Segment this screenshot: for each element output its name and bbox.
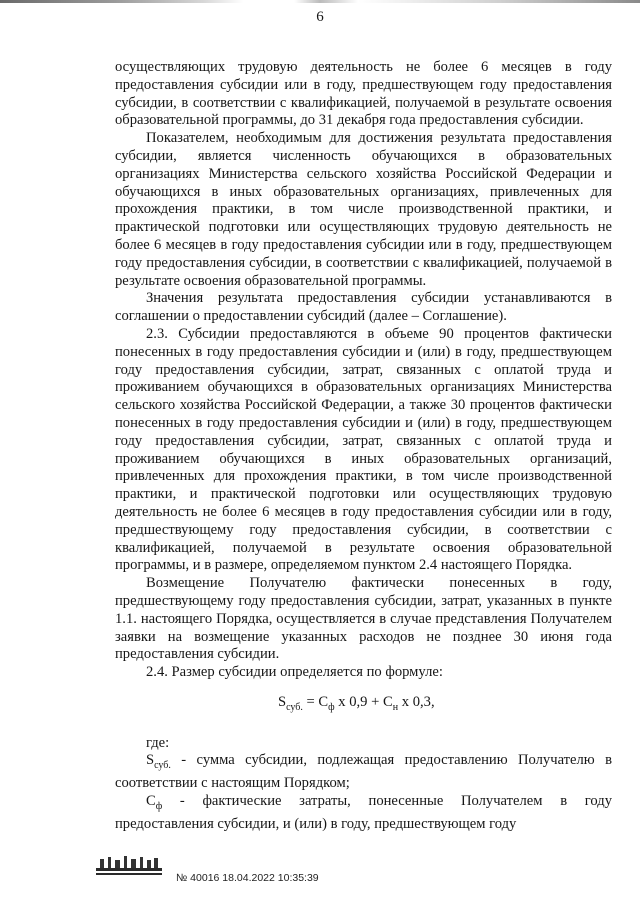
definition-s-sub: $S_{суб.}$ - сумма субсидии, подлежащая предоставлению Получателю в соответствии с настоящим Порядком; [115,752,612,792]
paragraph: Возмещение Получателю фактически понесенных в году, предшествующему году предоставления субсидии, затрат, указанных в пункте 1.1. настоящего Порядка, осуществляется в случае представления Получателем заявки на возмещение указанных расходов не позднее 30 июня года предоставления субсидии. [115,575,612,663]
definition-c-f: $C_ф$ - фактические затраты, понесенные Получателем в году предоставления субсидии, и (или) в году, предшествующем году [115,792,612,832]
scan-edge [0,0,640,3]
page-number: 6 [316,9,324,25]
paragraph: Показателем, необходимым для достижения результата предоставления субсидии, является численность обучающихся в образовательных организациях Министерства сельского хозяйства Российской Федерации и обучающихся в иных образовательных организациях, привлеченных для прохождения практики, в том числе производственной практики, и практической подготовки или осуществляющих трудовую деятельность не более 6 месяцев в году предоставления субсидии или в году, предшествующем году предоставления субсидии, в соответствии с квалификацией, получаемой в результате освоения образовательной программы. [115,130,612,289]
subsidy-formula: $S_{суб.} = C_ф$ х $0,9 + C_н$ х 0,3, [278,693,435,713]
registry-stamp-icon [94,853,164,877]
paragraph: 2.3. Субсидии предоставляются в объеме 90 процентов фактически понесенных в году предоставления субсидии и (или) в году, предшествующем году предоставления субсидии, затрат, связанных с оплатой труда и проживанием обучающихся в образовательных организациях Министерства сельского хозяйства Российской Федерации, а также 30 процентов фактически понесенных в году предоставления субсидии и (или) в году, предшествующем году предоставления субсидии, затрат, связанных с оплатой труда и проживанием обучающихся в иных образовательных организаций, привлеченных для прохождения практики, в том числе производственной практики, и практической подготовки или осуществляющих трудовую деятельность не более 6 месяцев в году предоставления субсидии или в году, предшествующему году предоставления субсидии, в соответствии с квалификацией, получаемой в результате освоения образовательной программы, и в размере, определяемом пунктом 2.4 настоящего Порядка. [115,325,612,574]
paragraph: осуществляющих трудовую деятельность не более 6 месяцев в году предоставления субсидии или в году, предшествующем году предоставления субсидии, в соответствии с квалификацией, получаемой в результате освоения образовательной программы, до 31 декабря года предоставления субсидии. [115,59,612,129]
paragraph: Значения результата предоставления субсидии устанавливаются в соглашении о предоставлении субсидий (далее – Соглашение). [115,290,612,325]
document-body [115,59,612,833]
paragraph: 2.4. Размер субсидии определяется по формуле: [146,664,443,681]
registration-footer: № 40016 18.04.2022 10:35:39 [176,872,319,884]
where-label: где: [146,734,170,751]
